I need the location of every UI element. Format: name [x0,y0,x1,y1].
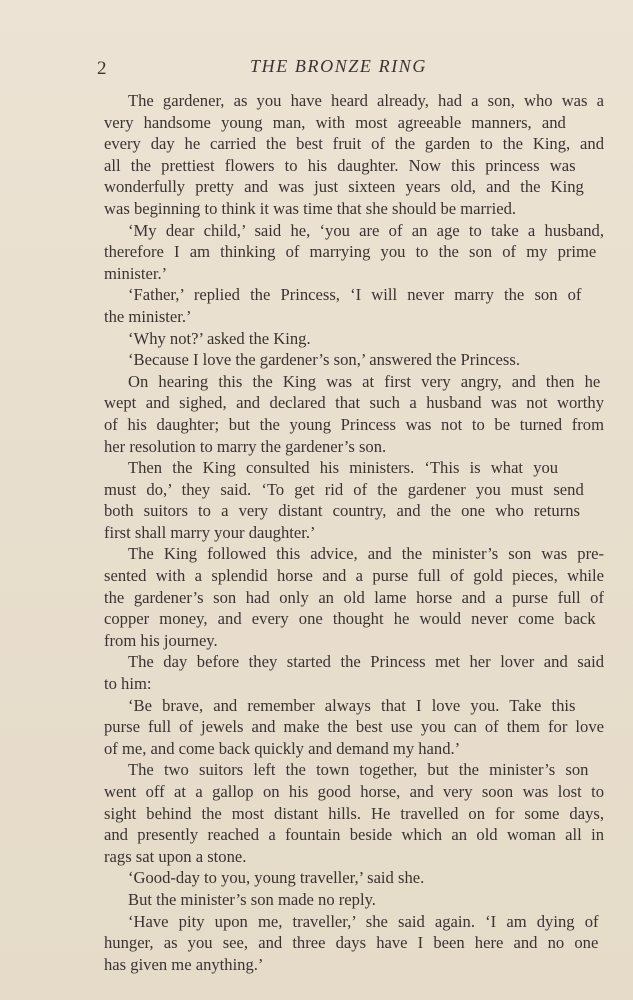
text-line: The gardener, as you have heard already, had a son, who was a [128,91,604,110]
text-line: copper money, and every one thought he would never come back [104,609,596,629]
page-number: 2 [97,58,107,79]
text-line: But the minister’s son made no reply. [128,889,376,909]
text-line: ‘Why not?’ asked the King. [128,328,311,348]
text-line: On hearing this the King was at first very angry, and then he [128,371,601,391]
text-line: from his journey. [104,630,218,650]
text-line: wept and sighed, and declared that such a husband was not worthy [104,393,604,413]
text-line: must do,’ they said. ‘To get rid of the gardener you must send [104,479,584,499]
text-line: The two suitors left the town together, but the minister’s son [128,760,589,780]
text-line: ‘Good-day to you, young traveller,’ said she. [128,868,425,888]
text-line: Then the King consulted his ministers. ‘This is what you [128,458,559,478]
text-line: has given me anything.’ [104,954,264,974]
text-line: sented with a splendid horse and a purse full of gold pieces, while [104,566,604,586]
text-line: her resolution to marry the gardener’s son. [104,436,387,456]
text-line: ‘Father,’ replied the Princess, ‘I will never marry the son of [128,285,582,305]
text-line: both suitors to a very distant country, and the one who returns [104,501,580,521]
text-line: purse full of jewels and make the best use you can of them for love [104,717,604,737]
text-line: all the prettiest flowers to his daughter. Now this princess was [104,155,576,175]
text-line: rags sat upon a stone. [104,846,247,866]
text-line: the gardener’s son had only an old lame horse and a purse full of [104,587,604,607]
running-title: THE BRONZE RING [250,56,427,76]
text-line: hunger, as you see, and three days have I been here and no one [104,933,599,953]
text-line: minister.’ [104,263,168,283]
text-line: of me, and come back quickly and demand my hand.’ [104,738,461,758]
page-header [0,54,633,84]
text-line: first shall marry your daughter.’ [104,522,316,542]
text-line: sight behind the most distant hills. He travelled on for some days, [104,803,604,823]
text-line: to him: [104,674,152,694]
text-line: went off at a gallop on his good horse, and very soon was lost to [104,782,604,801]
text-line: wonderfully pretty and was just sixteen years old, and the King [104,177,584,197]
text-line: the minister.’ [104,306,192,326]
text-line: every day he carried the best fruit of the garden to the King, and [104,134,604,154]
text-line: therefore I am thinking of marrying you to the son of my prime [104,242,597,262]
text-line: ‘Have pity upon me, traveller,’ she said again. ‘I am dying of [128,911,599,931]
text-line: and presently reached a fountain beside which an old woman all in [104,825,604,845]
text-line: ‘My dear child,’ said he, ‘you are of an age to take a husband, [128,220,604,240]
text-line: The day before they started the Princess met her lover and said [128,652,604,672]
text-line: ‘Because I love the gardener’s son,’ answered the Princess. [128,350,520,370]
text-line: of his daughter; but the young Princess was not to be turned from [104,414,604,434]
text-line: The King followed this advice, and the minister’s son was pre- [128,544,604,564]
body-text [104,90,604,975]
text-line: very handsome young man, with most agreeable manners, and [104,112,566,132]
text-line: ‘Be brave, and remember always that I love you. Take this [128,695,576,715]
text-line: was beginning to think it was time that she should be married. [104,198,517,218]
